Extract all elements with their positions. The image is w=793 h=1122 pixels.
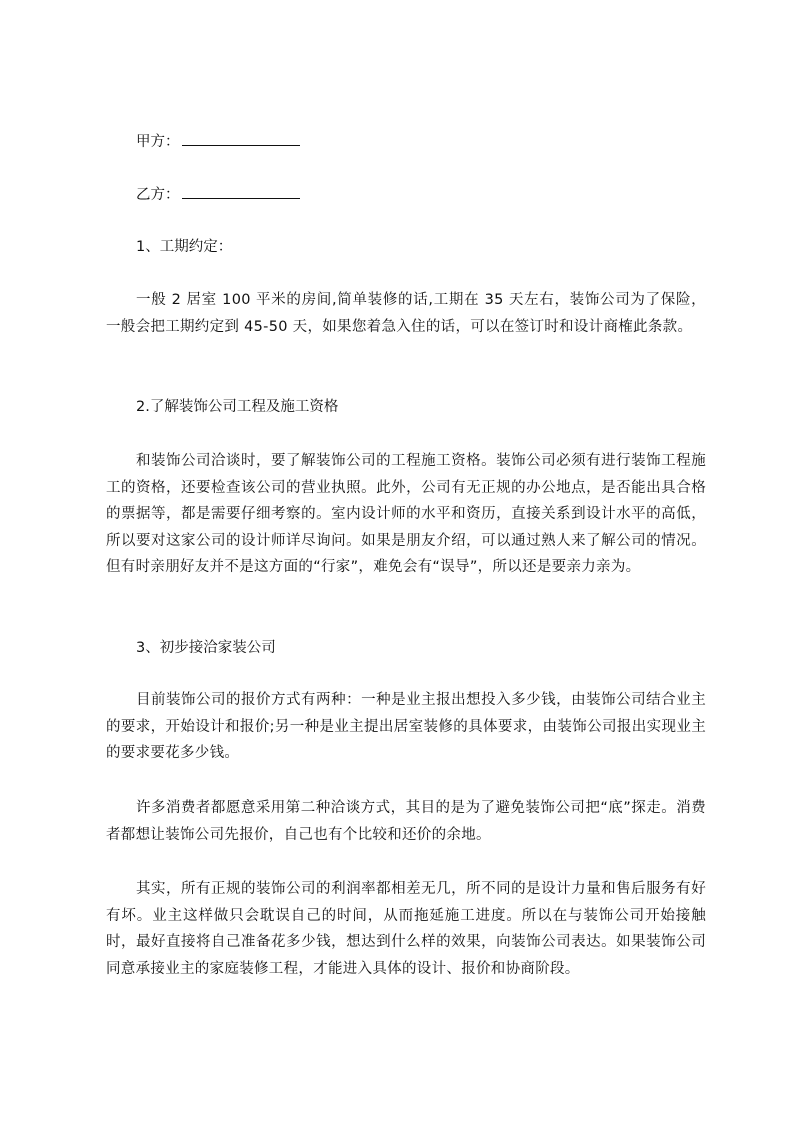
section-3-paragraph-3: 其实，所有正规的装饰公司的利润率都相差无几，所不同的是设计力量和售后服务有好有坏。业主这样做只会耽误自己的时间，从而拖延施工进度。所以在与装饰公司开始接触时，最好直接将自己准备花多少钱，想达到什么样的效果，向装饰公司表达。如果装饰公司同意承接业主的家庭装修工程，才能进入具体的设计、报价和协商阶段。 [106, 881, 706, 977]
section-3-paragraph-1: 目前装饰公司的报价方式有两种：一种是业主报出想投入多少钱，由装饰公司结合业主的要求，开始设计和报价;另一种是业主提出居室装修的具体要求，由装饰公司报出实现业主的要求要花多少钱。 [106, 692, 706, 761]
party-a-blank[interactable] [182, 131, 300, 146]
party-b-blank[interactable] [182, 184, 300, 199]
section-1-paragraph-1: 一般 2 居室 100 平米的房间,简单装修的话,工期在 35 天左右，装饰公司为了保险，一般会把工期约定到 45-50 天，如果您着急入住的话，可以在签订时和设计商榷此条款。 [106, 292, 706, 335]
section-3-heading: 3、初步接洽家装公司 [136, 640, 276, 656]
party-a-line [136, 131, 300, 152]
party-a-label: 甲方： [136, 134, 180, 150]
section-2-heading: 2.了解装饰公司工程及施工资格 [136, 399, 339, 415]
section-1-heading: 1、工期约定： [136, 239, 233, 255]
section-3-paragraph-2: 许多消费者都愿意采用第二种洽谈方式，其目的是为了避免装饰公司把“底”探走。消费者都想让装饰公司先报价，自己也有个比较和还价的余地。 [106, 800, 706, 843]
party-b-line [136, 184, 300, 205]
party-b-label: 乙方： [136, 187, 180, 203]
section-2-paragraph-1: 和装饰公司洽谈时，要了解装饰公司的工程施工资格。装饰公司必须有进行装饰工程施工的资格，还要检查该公司的营业执照。此外，公司有无正规的办公地点，是否能出具合格的票据等，都是需要仔细考察的。室内设计师的水平和资历，直接关系到设计水平的高低，所以要对这家公司的设计师详尽询问。如果是朋友介绍，可以通过熟人来了解公司的情况。但有时亲朋好友并不是这方面的“行家”，难免会有“误导”，所以还是要亲力亲为。 [106, 453, 706, 575]
